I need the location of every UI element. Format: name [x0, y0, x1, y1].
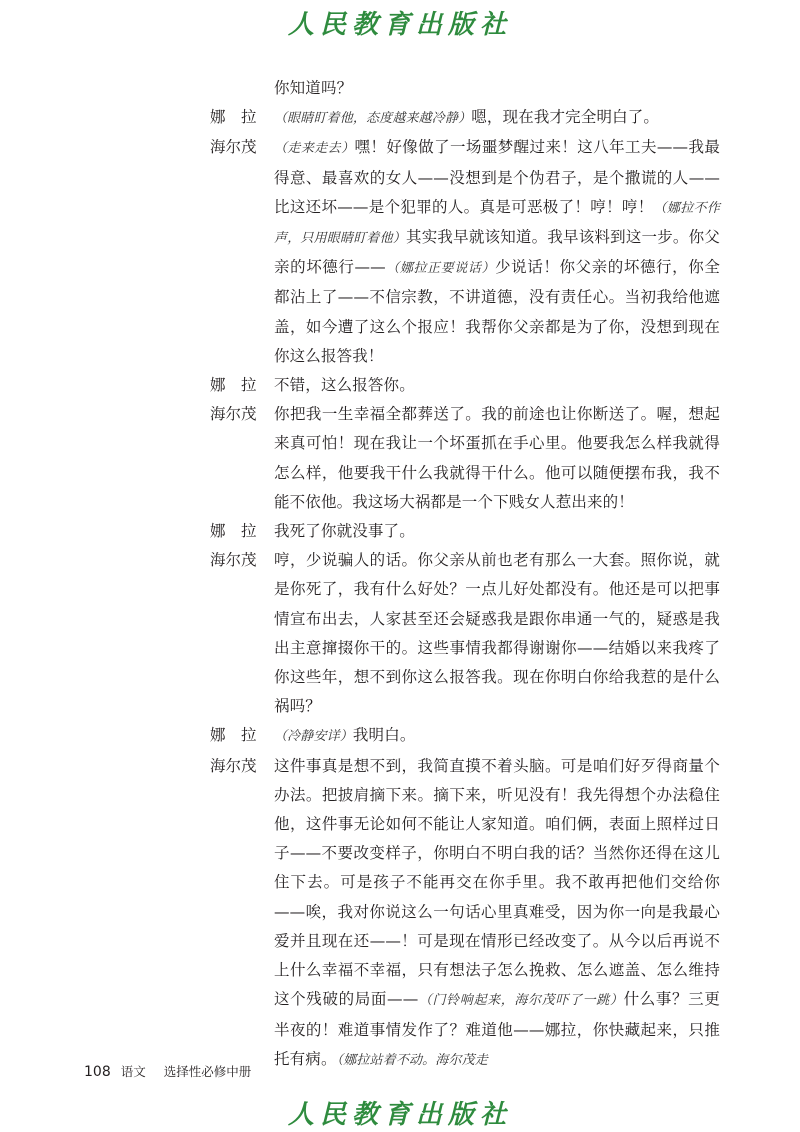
- script-body: [210, 74, 720, 1075]
- speaker-name: 娜 拉: [210, 522, 257, 541]
- speaker-name: 娜 拉: [210, 726, 257, 745]
- stage-direction: （门铃响起来，海尔茂吓了一跳）: [418, 993, 624, 1009]
- publisher-logo-bottom: 人民教育出版社: [287, 1100, 512, 1130]
- stage-direction: （娜拉不作声，只用眼睛盯着他）: [274, 200, 720, 247]
- dialogue-text: [274, 371, 720, 400]
- stage-direction: （冷静安详）: [274, 729, 353, 745]
- spoken-line: 什么事？三更半夜的！难道事情发作了？难道他——娜拉，你快藏起来，只推托有病。: [274, 990, 720, 1068]
- dialogue-text: [274, 752, 720, 1075]
- dialogue-entry: [210, 371, 720, 400]
- spoken-line: 我死了你就没事了。: [274, 522, 415, 541]
- speaker-name: 海尔茂: [210, 138, 257, 157]
- page-number: 108: [84, 1064, 111, 1080]
- dialogue-entry: [210, 103, 720, 133]
- stage-direction: （走来走去）: [274, 141, 355, 157]
- stage-direction: （眼睛盯着他，态度越来越冷静）: [274, 111, 472, 127]
- spoken-line: 嘿！好像做了一场噩梦醒过来！这八年工夫——我最得意、最喜欢的女人——没想到是个伪君子，是个撒谎的人——比这还坏——是个犯罪的人。真是可恶极了！哼！哼！: [274, 138, 721, 216]
- dialogue-text: [274, 133, 720, 371]
- dialogue-entry: [210, 133, 720, 371]
- dialogue-text: [274, 103, 720, 133]
- spoken-line: 其实我早就该知道。我早该料到这一步。你父亲的坏德行——: [274, 228, 720, 277]
- publisher-logo-top: 人民教育出版社: [287, 10, 512, 40]
- spoken-line: 嗯，现在我才完全明白了。: [471, 108, 660, 127]
- dialogue-entry: [210, 74, 720, 103]
- dialogue-text: [274, 546, 720, 721]
- spoken-line: 我明白。: [352, 726, 416, 745]
- spoken-line: 不错，这么报答你。: [274, 376, 415, 395]
- spoken-line: 哼，少说骗人的话。你父亲从前也老有那么一大套。照你说，就是你死了，我有什么好处？一点儿好处都没有。他还是可以把事情宣布出去，人家甚至还会疑惑我是跟你串通一气的，疑惑是我出主意撺掇你干的。这些事情我都得谢谢你——结婚以来我疼了你这些年，想不到你这么报答我。现在你明白你给我惹的是什么祸吗？: [274, 551, 720, 716]
- spoken-line: 你把我一生幸福全都葬送了。我的前途也让你断送了。喔，想起来真可怕！现在我让一个坏蛋抓在手心里。他要我怎么样我就得怎么样，他要我干什么我就得干什么。他可以随便摆布我，我不能不依他。我这场大祸都是一个下贱女人惹出来的！: [274, 405, 720, 511]
- spoken-line: 少说话！你父亲的坏德行，你全都沾上了——不信宗教，不讲道德，没有责任心。当初我给他遮盖，如今遭了这么个报应！我帮你父亲都是为了你，没想到现在你这么报答我！: [274, 258, 720, 365]
- spoken-line: 这件事真是想不到，我简直摸不着头脑。可是咱们好歹得商量个办法。把披肩摘下来。摘下来，听见没有！我先得想个办法稳住他，这件事无论如何不能让人家知道。咱们俩，表面上照样过日子——不要改变样子，你明白不明白我的话？当然你还得在这儿住下去。可是孩子不能再交在你手里。我不敢再把他们交给你——唉，我对你说这么一句话心里真难受，因为你一向是我最心爱并且现在还——！可是现在情形已经改变了。从今以后再说不上什么幸福不幸福，只有想法子怎么挽救、怎么遮盖、怎么维持这个残破的局面——: [274, 756, 720, 1009]
- dialogue-entry: [210, 752, 720, 1075]
- speaker-name: 海尔茂: [210, 405, 257, 424]
- dialogue-entry: [210, 546, 720, 721]
- dialogue-text: [274, 721, 720, 751]
- subject-label: 语文: [120, 1064, 146, 1079]
- dialogue-entry: [210, 721, 720, 751]
- page-footer: [84, 1062, 251, 1080]
- stage-direction: （娜拉站着不动。海尔茂走: [336, 1052, 488, 1068]
- speaker-name: 海尔茂: [210, 551, 257, 570]
- stage-direction: （娜拉正要说话）: [385, 261, 496, 277]
- dialogue-text: [274, 74, 720, 103]
- speaker-name: 海尔茂: [210, 756, 257, 775]
- speaker-name: 娜 拉: [210, 108, 257, 127]
- dialogue-entry: [210, 400, 720, 517]
- volume-label: 选择性必修中册: [163, 1064, 252, 1079]
- dialogue-entry: [210, 517, 720, 546]
- dialogue-text: [274, 400, 720, 517]
- spoken-line: 你知道吗？: [274, 79, 353, 97]
- dialogue-text: [274, 517, 720, 546]
- speaker-name: 娜 拉: [210, 376, 257, 395]
